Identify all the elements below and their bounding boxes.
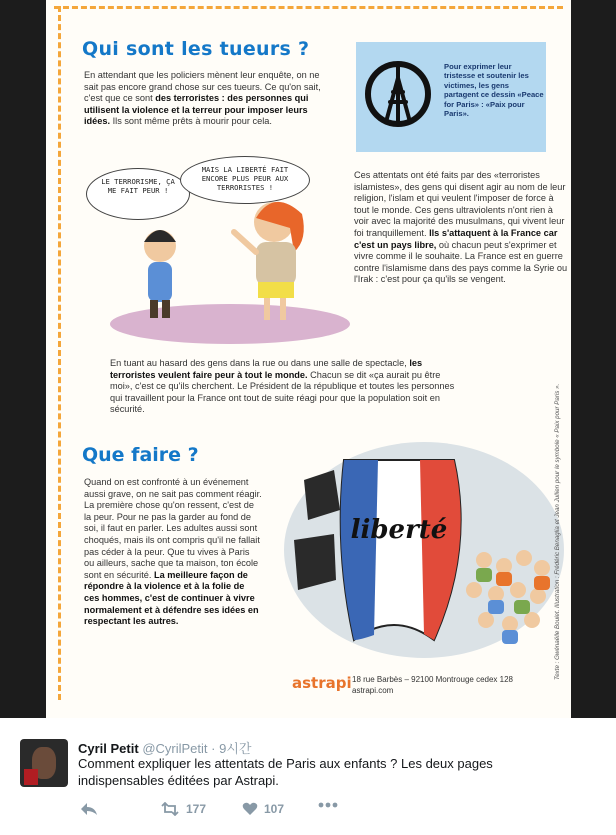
credit-vertical: Texte : Gwénaëlle Boulet. Illustration : Frédéric Benaglia et Jean Jullien pour le symbole « Paix pour Paris ». [554, 383, 561, 680]
retweet-count: 177 [186, 802, 207, 816]
speech-bubble-woman: MAIS LA LIBERTÉ FAIT ENCORE PLUS PEUR AUX TERRORISTES ! [180, 156, 310, 204]
astrapi-logo: astrapi [292, 674, 352, 692]
more-icon [318, 802, 338, 808]
cartoon-liberte-shield [274, 440, 566, 662]
paragraph-intro: En attendant que les policiers mènent leur enquête, on ne sait pas encore grand chose sur ces tueurs. Ce qu'on sait, c'est que ce sont des terroristes : des personnes qui utilisent la violence et la terreur pour imposer leurs idées. Ils sont même prêts à mourir pour cela. [84, 70, 321, 127]
section-title-tueurs: Qui sont les tueurs ? [82, 38, 310, 60]
tweet-time[interactable]: 9시간 [219, 741, 252, 756]
publisher-address: 18 rue Barbès – 92100 Montrouge cedex 128 astrapi.com [352, 675, 514, 695]
reply-icon [80, 802, 98, 816]
section-title-que-faire: Que faire ? [82, 444, 199, 466]
like-button[interactable] [242, 802, 284, 816]
tweet-author: Cyril Petit @CyrilPetit · 9시간 [78, 741, 252, 756]
shield-word: liberté [350, 515, 448, 545]
magazine-page [46, 0, 571, 718]
tweet-text: Comment expliquer les attentats de Paris aux enfants ? Les deux pages indispensables éditées par Astrapi. [78, 756, 493, 788]
speech-bubble-child: LE TERRORISME, ÇA ME FAIT PEUR ! [86, 168, 190, 220]
sidebox-text: Pour exprimer leur tristesse et soutenir les victimes, les gens partagent ce dessin «Peace for Paris» : «Paix pour Paris». [444, 62, 544, 119]
reply-button[interactable] [80, 802, 98, 816]
dashed-border-left [58, 6, 61, 700]
paragraph-que-faire: Quand on est confronté à un événement aussi grave, on ne sait pas comment réagir. La première chose qu'on ressent, c'est de la peur. Pour ne pas la garder au fond de soi, il faut en parler. Les adultes aussi sont choqués, mais ils ont compris qu'il ne fallait pas céder à la peur. Que tu vives à Paris ou ailleurs, sache que ta maison, ton école sont en sécurité. La meilleure façon de répondre à la violence et à la folie de ces hommes, c'est de continuer à vivre normalement et à défendre ses idées en respectant les autres. [84, 477, 262, 627]
dashed-border-top [54, 6, 563, 9]
paragraph-islamistes: Ces attentats ont été faits par des «terroristes islamistes», des gens qui disent agir au nom de leur religion, l'islam et qui veulent l'imposer de force à tout le monde. Ces gens ultraviolents n'ont rien à voir avec la majorité des musulmans, qui vivent leur foi tranquillement. Ils s'attaquent à la France car c'est un pays libre, où chacun peut s'exprimer et vivre comme il le souhaite. La France est en guerre contre l'islamisme dans des pays comme la Syrie ou l'Irak : c'est pour ça qu'ils se vengent. [354, 170, 568, 285]
peace-for-paris-icon [362, 58, 434, 130]
avatar[interactable] [20, 739, 68, 787]
paragraph-peur: En tuant au hasard des gens dans la rue ou dans une salle de spectacle, les terroristes veulent faire peur à tout le monde. Chacun se dit «ça aurait pu être moi», c'est ce qu'ils cherchent. Le Président de la république et toutes les personnes qui travaillent pour la France ont tout de suite réagi pour que la population soit en sécurité. [110, 358, 455, 415]
more-button[interactable] [318, 802, 338, 808]
avatar-accent [24, 769, 38, 785]
author-handle[interactable]: @CyrilPetit [142, 741, 208, 756]
retweet-button[interactable] [160, 802, 206, 816]
retweet-icon [160, 802, 180, 816]
like-icon [242, 802, 258, 816]
author-name[interactable]: Cyril Petit [78, 741, 139, 756]
like-count: 107 [264, 802, 285, 816]
